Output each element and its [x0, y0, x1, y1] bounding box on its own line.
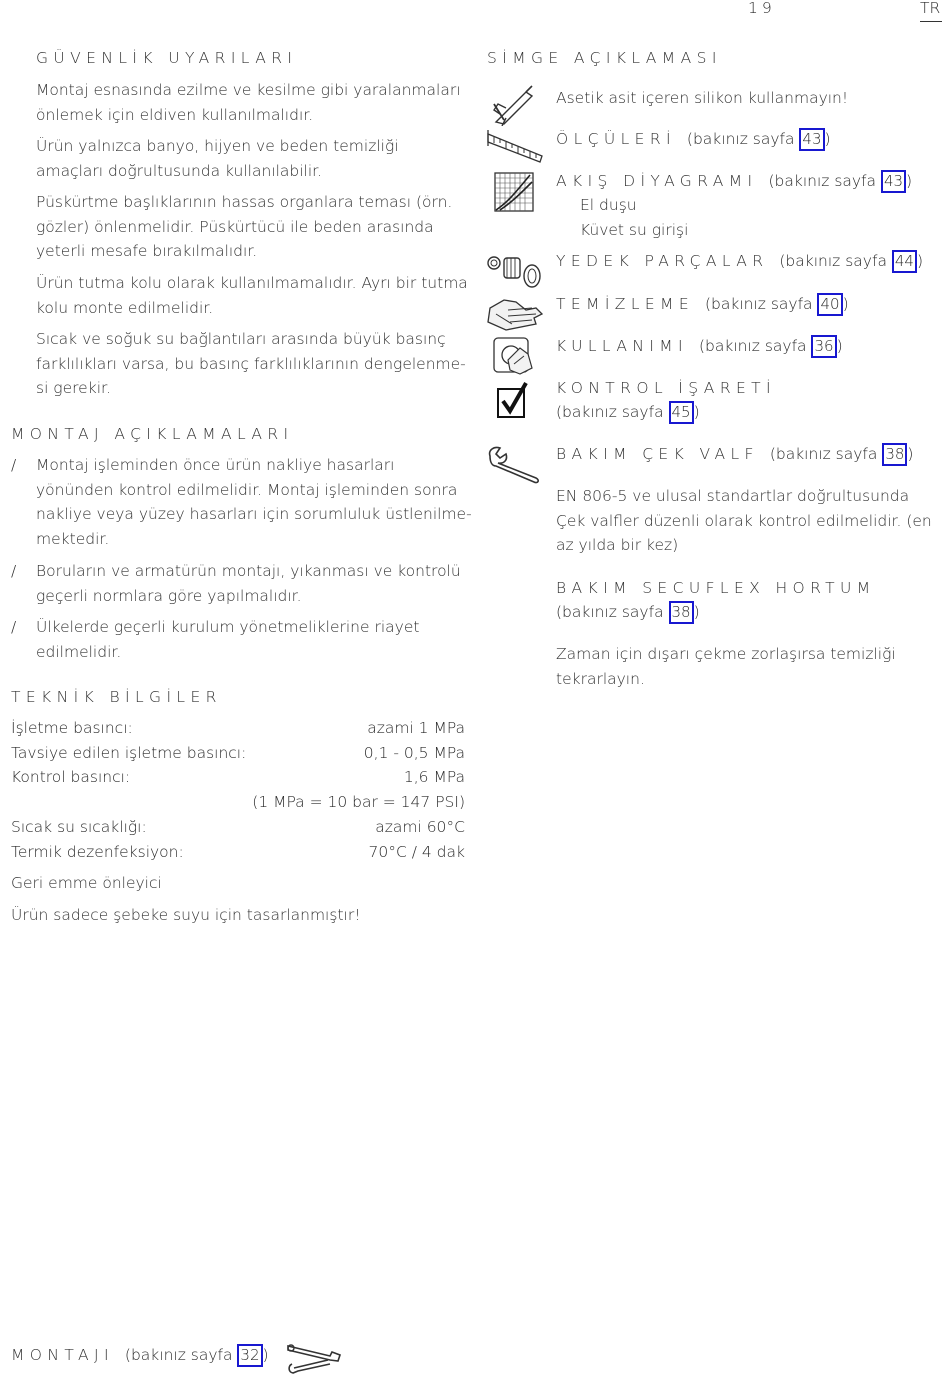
bullet-marker: / — [11, 456, 17, 474]
mains-water-note: Ürün sadece şebeke suyu için tasarlanmıştır! — [11, 906, 361, 924]
reference-text: (bakınız sayfa — [769, 445, 878, 463]
text-line: az yılda bir kez) — [556, 536, 679, 554]
tech-label: Kontrol basıncı: — [11, 768, 131, 786]
text-line: geçerli normlara göre yapılmalıdır. — [36, 586, 302, 605]
text-line: Ürün tutma kolu olarak kullanılmamalıdır. Ayrı bir tutma — [36, 274, 468, 292]
tech-value: 0,1 - 0,5 MPa — [363, 744, 465, 762]
tech-row — [11, 815, 465, 840]
page-link-38[interactable]: 38 — [669, 601, 694, 624]
hose-maintenance-reference — [556, 600, 700, 625]
text-line: si gerekir. — [36, 379, 111, 397]
assembly-reference — [11, 1343, 269, 1368]
text-line: edilmelidir. — [36, 642, 122, 661]
reference-text: (bakınız sayfa — [779, 252, 887, 270]
cleaning-title: TEMİZLEME — [556, 295, 695, 313]
tech-row — [11, 716, 465, 741]
dimensions-row — [556, 127, 831, 152]
tech-title: TEKNİK BİLGİLER — [11, 688, 222, 706]
mounting-note-3 — [36, 615, 476, 664]
text-line: gözler) önlenmelidir. Püskürtücü ile beden arasında — [36, 217, 434, 236]
tech-value: (1 MPa = 10 bar = 147 PSI) — [252, 793, 465, 811]
flow-item-hand-shower: El duşu — [580, 196, 637, 214]
text-line: yönünden kontrol edilmelidir. Montaj işleminden sonra — [36, 480, 458, 499]
page-link-43[interactable]: 43 — [799, 128, 824, 151]
text-line: kolu monte edilmelidir. — [36, 298, 214, 317]
text-line: Çek valfler düzenli olarak kontrol edilmelidir. (en — [556, 511, 932, 530]
assembly-title: MONTAJI — [11, 1346, 114, 1364]
reference-text: (bakınız sayfa — [768, 172, 877, 190]
bullet-marker: / — [11, 562, 17, 580]
spare-parts-icon — [486, 252, 544, 290]
safety-paragraph-5 — [36, 327, 476, 401]
text-line: Boruların ve armatürün montajı, yıkanması ve kontrolü — [36, 562, 461, 580]
text-line: tekrarlayın. — [556, 669, 645, 688]
hose-maintenance-title: BAKIM SECUFLEX HORTUM — [556, 579, 876, 597]
safety-paragraph-3 — [36, 190, 476, 264]
silicone-warning: Asetik asit içeren silikon kullanmayın! — [556, 89, 849, 107]
page-link-36[interactable]: 36 — [811, 335, 836, 358]
bullet-marker: / — [11, 618, 17, 636]
backflow-preventer-text: Geri emme önleyici — [11, 874, 162, 892]
reference-text: (bakınız sayfa — [698, 337, 807, 355]
reference-close: ) — [693, 403, 700, 421]
page-number: 19 — [748, 0, 776, 17]
language-tab-underline — [920, 21, 942, 22]
text-line: EN 806-5 ve ulusal standartlar doğrultusunda — [556, 487, 910, 505]
page-link-38[interactable]: 38 — [882, 443, 907, 466]
reference-close: ) — [824, 130, 831, 148]
reference-close: ) — [262, 1346, 269, 1364]
text-line: önlemek için eldiven kullanılmalıdır. — [36, 105, 314, 124]
page-link-43[interactable]: 43 — [881, 170, 906, 193]
tech-row — [11, 840, 465, 865]
text-line: Ürün yalnızca banyo, hijyen ve beden temizliği — [36, 137, 399, 155]
safety-title: GÜVENLİK UYARILARI — [36, 49, 298, 67]
mounting-notes-title: MONTAJ AÇIKLAMALARI — [11, 425, 294, 443]
text-line: Montaj esnasında ezilme ve kesilme gibi yaralanmaları — [36, 81, 461, 99]
tech-row — [11, 741, 465, 766]
reference-text: (bakınız sayfa — [704, 295, 813, 313]
check-mark-title: KONTROL İŞARETİ — [556, 379, 777, 397]
check-mark-reference — [556, 400, 700, 425]
text-line: farklılıkları varsa, bu basınç farklılıklarının dengelenme- — [36, 354, 466, 373]
cleaning-row — [556, 292, 849, 317]
tools-icon — [284, 1338, 342, 1376]
reference-close: ) — [907, 445, 914, 463]
text-line: nakliye veya yüzey hasarları için sorumluluk üstlenilme- — [36, 505, 472, 523]
reference-close: ) — [916, 252, 924, 270]
text-line: amaçları doğrultusunda kullanılabilir. — [36, 161, 323, 180]
wrench-icon — [486, 446, 544, 484]
text-line: yeterli mesafe bırakılmalıdır. — [36, 242, 258, 260]
reference-text: (bakınız sayfa — [556, 603, 664, 621]
mounting-note-1 — [36, 453, 476, 551]
safety-paragraph-1 — [36, 78, 476, 127]
language-tab — [920, 0, 940, 21]
text-line: Montaj işleminden önce ürün nakliye hasarları — [36, 456, 395, 474]
cleaning-hand-icon — [486, 294, 544, 332]
spare-parts-row — [556, 249, 923, 274]
flow-diagram-icon — [494, 172, 534, 212]
hose-maintenance-text — [556, 642, 946, 691]
text-line: Ülkelerde geçerli kurulum yönetmeliklerine riayet — [36, 618, 420, 636]
reference-close: ) — [836, 337, 843, 355]
reference-text: (bakınız sayfa — [686, 130, 795, 148]
symbols-title: SİMGE AÇIKLAMASI — [487, 49, 722, 67]
safety-paragraph-2 — [36, 134, 476, 183]
spare-parts-title: YEDEK PARÇALAR — [556, 252, 769, 270]
tech-label: Tavsiye edilen işletme basıncı: — [11, 744, 247, 762]
usage-title: KULLANIMI — [556, 337, 689, 355]
usage-hand-icon — [490, 334, 536, 376]
tech-row — [11, 765, 465, 790]
tech-row — [11, 790, 465, 815]
tech-label: Sıcak su sıcaklığı: — [11, 818, 147, 836]
flow-diagram-row — [556, 169, 912, 194]
safety-paragraph-4 — [36, 271, 476, 320]
tech-value: azami 1 MPa — [367, 719, 465, 737]
usage-row — [556, 334, 843, 359]
tech-value: 70°C / 4 dak — [368, 843, 465, 861]
valve-maintenance-title: BAKIM ÇEK VALF — [556, 445, 759, 463]
reference-close: ) — [906, 172, 913, 190]
page-link-45[interactable]: 45 — [669, 401, 694, 424]
page-link-40[interactable]: 40 — [817, 293, 842, 316]
reference-text: (bakınız sayfa — [556, 403, 664, 421]
text-line: Püskürtme başlıklarının hassas organlara teması (örn. — [36, 193, 453, 211]
tech-label: Termik dezenfeksiyon: — [11, 843, 184, 861]
valve-maintenance-row — [556, 442, 913, 467]
language-code: TR — [920, 0, 941, 17]
page-link-32[interactable]: 32 — [237, 1344, 262, 1367]
checkmark-icon — [496, 381, 530, 419]
text-line: Sıcak ve soğuk su bağlantıları arasında büyük basınç — [36, 330, 446, 348]
silicone-gun-icon — [492, 84, 536, 126]
tech-label: İşletme basıncı: — [11, 719, 133, 737]
reference-text: (bakınız sayfa — [124, 1346, 233, 1364]
dimensions-title: ÖLÇÜLERİ — [556, 130, 676, 148]
flow-diagram-title: AKIŞ DİYAGRAMI — [556, 172, 758, 190]
tech-value: azami 60°C — [375, 818, 465, 836]
reference-close: ) — [842, 295, 849, 313]
flow-item-bath-inlet: Küvet su girişi — [580, 221, 689, 239]
text-line: Zaman için dışarı çekme zorlaşırsa temizliği — [556, 645, 896, 663]
text-line: mektedir. — [36, 529, 110, 548]
mounting-note-2 — [36, 559, 476, 608]
valve-maintenance-text — [556, 484, 946, 558]
tech-value: 1,6 MPa — [403, 768, 465, 786]
page-link-44[interactable]: 44 — [892, 250, 917, 273]
ruler-icon — [486, 128, 544, 168]
reference-close: ) — [693, 603, 700, 621]
